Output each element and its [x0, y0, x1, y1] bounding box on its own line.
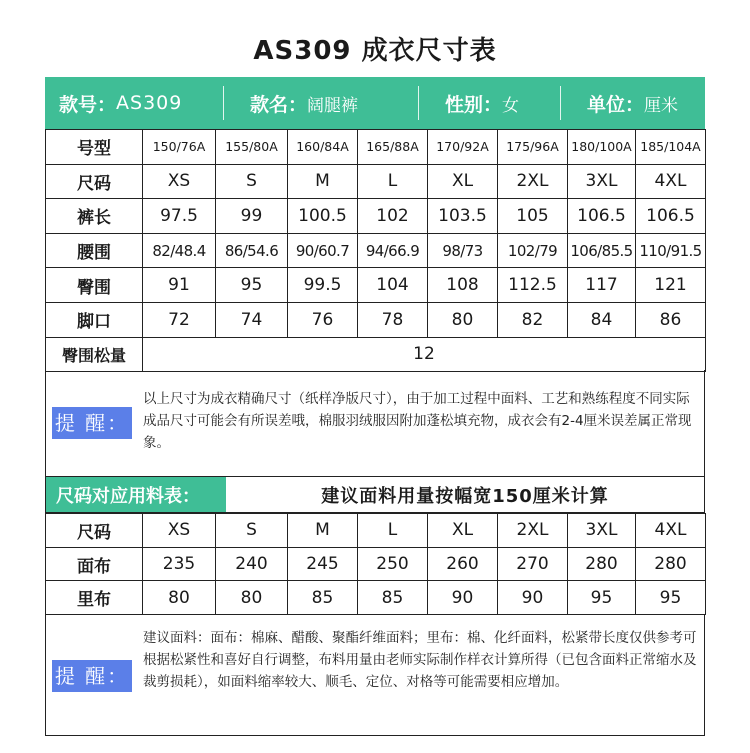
table-row: [46, 302, 706, 337]
table-cell: 90/60.7: [288, 233, 358, 268]
table-cell: 100.5: [288, 199, 358, 234]
size-table: [45, 129, 706, 372]
table-row: [46, 547, 706, 581]
table-cell: 270: [498, 547, 568, 581]
table-cell: 80: [428, 302, 498, 337]
table-row: [46, 337, 706, 372]
table-cell: 86: [636, 302, 706, 337]
style-name-value: 阔腿裤: [307, 95, 359, 116]
table-cell: 108: [428, 268, 498, 303]
row-label: 面布: [46, 547, 143, 581]
table-cell: 90: [498, 581, 568, 615]
fabric-note: [45, 614, 705, 736]
row-label: 脚口: [46, 302, 143, 337]
table-cell: 103.5: [428, 199, 498, 234]
hip-ease-label: 臀围松量: [46, 337, 143, 372]
table-cell: 95: [636, 581, 706, 615]
gender-field: [419, 77, 560, 129]
table-cell: 175/96A: [498, 130, 568, 165]
table-cell: 90: [428, 581, 498, 615]
table-cell: 80: [216, 581, 288, 615]
table-cell: 260: [428, 547, 498, 581]
gender-label: 性别：: [445, 93, 503, 116]
reminder-tag: 提 醒：: [52, 407, 132, 439]
row-label: 尺码: [46, 164, 143, 199]
table-cell: L: [358, 514, 428, 548]
table-cell: 150/76A: [143, 130, 216, 165]
reminder-tag: 提 醒：: [52, 660, 132, 692]
table-cell: 106/85.5: [568, 233, 636, 268]
fabric-note-text: 建议面料：面布：棉麻、醋酸、聚酯纤维面料；里布：棉、化纤面料，松紧带长度仅供参考可根据松紧性和喜好自行调整，布料用量由老师实际制作样衣计算所得（已包含面料正常缩水及裁剪损耗），如面料缩率较大、顺毛、定位、对格等可能需要相应增加。: [143, 630, 697, 690]
page-title: AS309 成衣尺寸表: [253, 36, 497, 66]
table-cell: XS: [143, 164, 216, 199]
table-cell: 84: [568, 302, 636, 337]
unit-field: [561, 77, 705, 129]
table-cell: 155/80A: [216, 130, 288, 165]
hip-ease-value: 12: [143, 337, 706, 372]
table-cell: 76: [288, 302, 358, 337]
table-row: [46, 130, 706, 165]
table-cell: 165/88A: [358, 130, 428, 165]
table-cell: M: [288, 514, 358, 548]
table-cell: 104: [358, 268, 428, 303]
row-label: 臀围: [46, 268, 143, 303]
table-cell: 112.5: [498, 268, 568, 303]
table-cell: 72: [143, 302, 216, 337]
table-cell: 94/66.9: [358, 233, 428, 268]
unit-label: 单位：: [587, 93, 645, 116]
table-cell: 97.5: [143, 199, 216, 234]
table-cell: 240: [216, 547, 288, 581]
table-cell: 85: [288, 581, 358, 615]
table-cell: 250: [358, 547, 428, 581]
style-number-field: [45, 77, 223, 129]
table-cell: XL: [428, 514, 498, 548]
fabric-usage-label: 尺码对应用料表：: [46, 477, 226, 512]
row-label: 尺码: [46, 514, 143, 548]
table-cell: M: [288, 164, 358, 199]
table-cell: 106.5: [636, 199, 706, 234]
table-cell: 86/54.6: [216, 233, 288, 268]
table-cell: L: [358, 164, 428, 199]
fabric-usage-banner: [45, 477, 705, 513]
table-cell: 170/92A: [428, 130, 498, 165]
table-cell: S: [216, 164, 288, 199]
row-label: 裤长: [46, 199, 143, 234]
style-number-label: 款号：: [59, 93, 117, 116]
table-cell: S: [216, 514, 288, 548]
table-cell: 74: [216, 302, 288, 337]
table-row: [46, 164, 706, 199]
fabric-table: [45, 513, 706, 615]
gender-value: 女: [502, 95, 520, 116]
table-cell: 95: [568, 581, 636, 615]
unit-value: 厘米: [644, 95, 679, 116]
table-row: [46, 233, 706, 268]
style-name-label: 款名：: [250, 93, 308, 116]
table-cell: 2XL: [498, 514, 568, 548]
table-cell: XL: [428, 164, 498, 199]
row-label: 里布: [46, 581, 143, 615]
table-cell: 2XL: [498, 164, 568, 199]
style-info-banner: [45, 77, 705, 129]
table-cell: 160/84A: [288, 130, 358, 165]
table-cell: 121: [636, 268, 706, 303]
table-cell: 117: [568, 268, 636, 303]
fabric-calc-note: 建议面料用量按幅宽150厘米计算: [321, 485, 609, 507]
table-row: [46, 581, 706, 615]
table-cell: 280: [636, 547, 706, 581]
row-label: 腰围: [46, 233, 143, 268]
table-cell: 78: [358, 302, 428, 337]
table-cell: 3XL: [568, 164, 636, 199]
table-row: [46, 514, 706, 548]
table-cell: 85: [358, 581, 428, 615]
table-cell: 180/100A: [568, 130, 636, 165]
table-cell: 99.5: [288, 268, 358, 303]
table-cell: 110/91.5: [636, 233, 706, 268]
style-name-field: [224, 77, 418, 129]
table-cell: 99: [216, 199, 288, 234]
table-cell: 4XL: [636, 164, 706, 199]
table-row: [46, 199, 706, 234]
table-cell: 91: [143, 268, 216, 303]
style-number-value: AS309: [116, 92, 183, 114]
table-cell: 95: [216, 268, 288, 303]
size-note-text: 以上尺寸为成衣精确尺寸（纸样净版尺寸），由于加工过程中面料、工艺和熟练程度不同实际成品尺寸可能会有所误差哦，棉服羽绒服因附加蓬松填充物，成衣会有2-4厘米误差属正常现象。: [143, 391, 692, 451]
table-cell: 102: [358, 199, 428, 234]
table-cell: XS: [143, 514, 216, 548]
table-cell: 102/79: [498, 233, 568, 268]
table-cell: 106.5: [568, 199, 636, 234]
size-note: [45, 370, 705, 477]
table-cell: 280: [568, 547, 636, 581]
table-cell: 245: [288, 547, 358, 581]
table-cell: 80: [143, 581, 216, 615]
table-cell: 3XL: [568, 514, 636, 548]
table-cell: 4XL: [636, 514, 706, 548]
table-cell: 82: [498, 302, 568, 337]
table-cell: 105: [498, 199, 568, 234]
table-cell: 185/104A: [636, 130, 706, 165]
table-row: [46, 268, 706, 303]
row-label: 号型: [46, 130, 143, 165]
table-cell: 98/73: [428, 233, 498, 268]
table-cell: 82/48.4: [143, 233, 216, 268]
table-cell: 235: [143, 547, 216, 581]
